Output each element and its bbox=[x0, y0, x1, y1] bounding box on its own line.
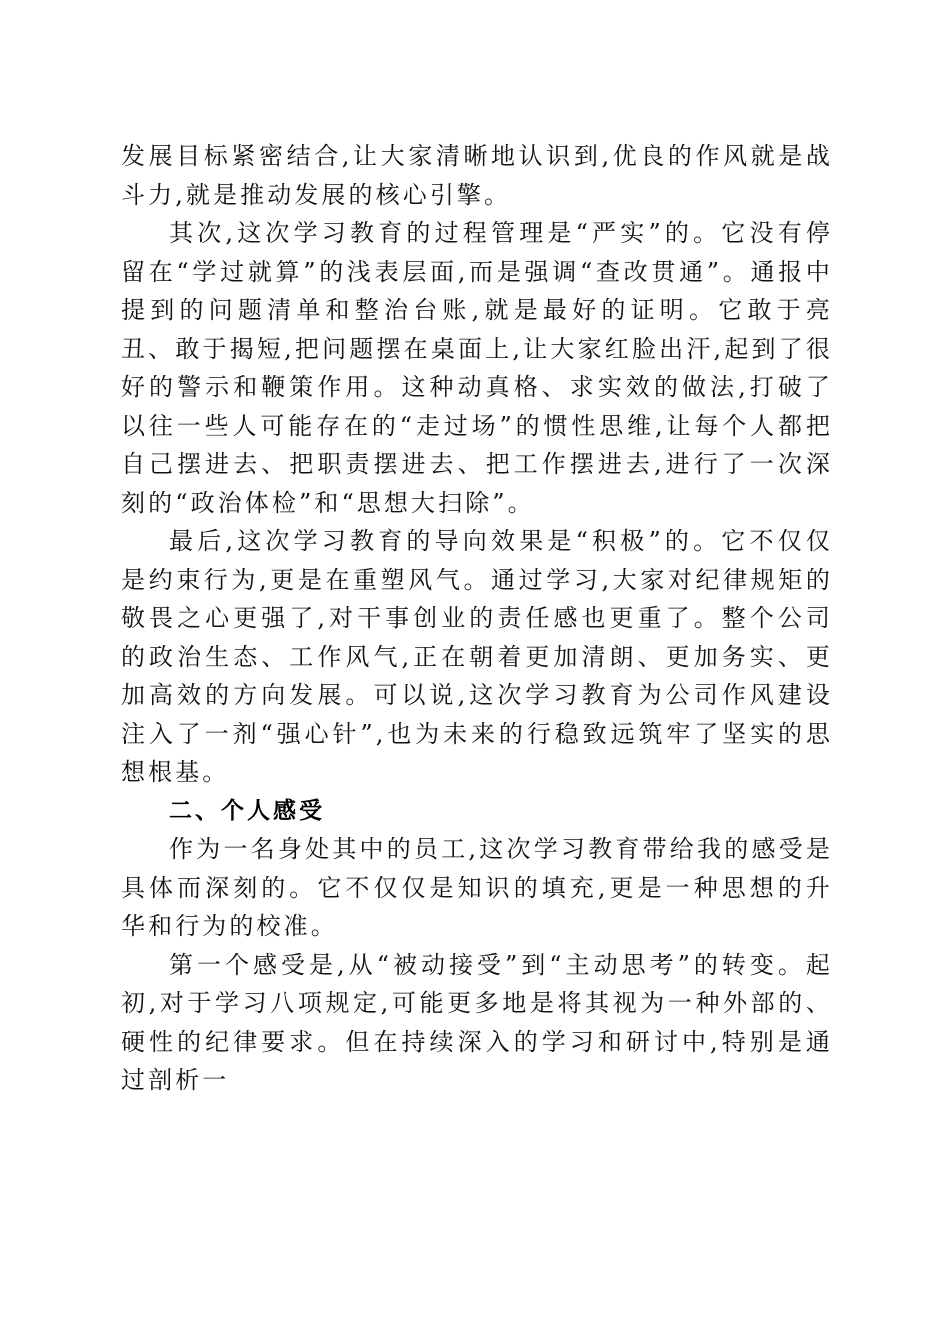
paragraph-process-management: 其次,这次学习教育的过程管理是“严实”的。它没有停留在“学过就算”的浅表层面,而是强调“查改贯通”。通报中提到的问题清单和整治台账,就是最好的证明。它敢于亮丑、敢于揭短,把问题摆在桌面上,让大家红脸出汗,起到了很好的警示和鞭策作用。这种动真格、求实效的做法,打破了以往一些人可能存在的“走过场”的惯性思维,让每个人都把自己摆进去、把职责摆进去、把工作摆进去,进行了一次深刻的“政治体检”和“思想大扫除”。 bbox=[121, 219, 833, 517]
paragraph-personal-intro: 作为一名身处其中的员工,这次学习教育带给我的感受是具体而深刻的。它不仅仅是知识的填充,更是一种思想的升华和行为的校准。 bbox=[121, 835, 833, 940]
paragraph-guidance-effect: 最后,这次学习教育的导向效果是“积极”的。它不仅仅是约束行为,更是在重塑风气。通过学习,大家对纪律规矩的敬畏之心更强了,对干事创业的责任感也更重了。整个公司的政治生态、工作风气,正在朝着更加清朗、更加务实、更加高效的方向发展。可以说,这次学习教育为公司作风建设注入了一剂“强心针”,也为未来的行稳致远筑牢了坚实的思想根基。 bbox=[121, 527, 833, 786]
document-body bbox=[121, 137, 833, 1100]
paragraph-continuation: 发展目标紧密结合,让大家清晰地认识到,优良的作风就是战斗力,就是推动发展的核心引擎。 bbox=[121, 142, 833, 209]
section-heading-personal-feelings: 二、个人感受 bbox=[169, 797, 325, 824]
paragraph-first-feeling: 第一个感受是,从“被动接受”到“主动思考”的转变。起初,对于学习八项规定,可能更多地是将其视为一种外部的、硬性的纪律要求。但在持续深入的学习和研讨中,特别是通过剖析一 bbox=[121, 950, 833, 1094]
